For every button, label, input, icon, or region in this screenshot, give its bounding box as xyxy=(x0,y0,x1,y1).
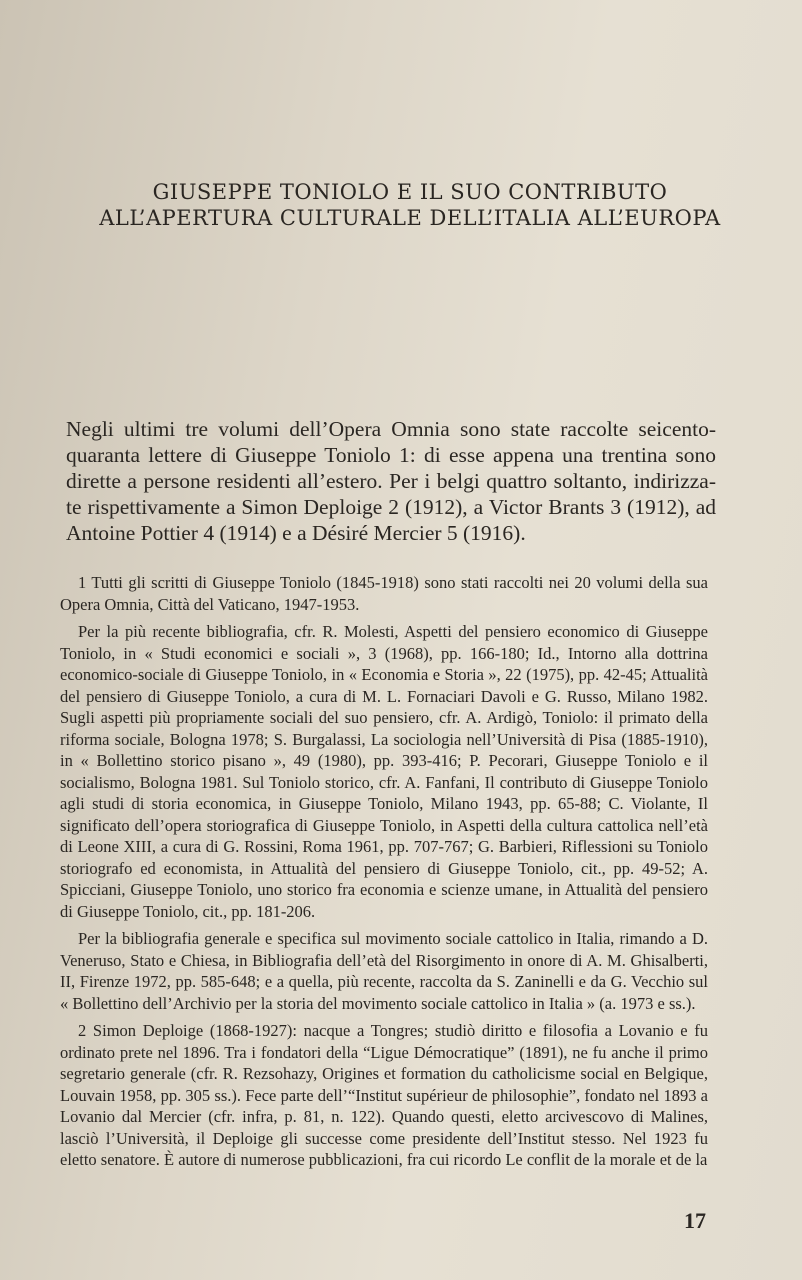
body-line: dirette a persone residenti all’estero. Per i belgi quattro soltanto, indirizza- xyxy=(66,469,716,493)
footnote-1-general: Per la bibliografia generale e specifica sul movimento sociale cattolico in Italia, rimando a D. Veneruso, Stato e Chiesa, in Bibliografia dell’età del Risorgimento in onore di A. M. Ghisalberti, II, Firenze 1972, pp. 585-648; e a quella, più recente, raccolta da S. Zaninelli e da G. Vecchio sul « Bollettino dell’Archivio per la storia del movimento sociale cattolico in Italia » (a. 1973 e ss.). xyxy=(60,929,708,1013)
page-number: 17 xyxy=(684,1208,706,1233)
title-line-1: GIUSEPPE TONIOLO E IL SUO CONTRIBUTO xyxy=(152,180,668,204)
body-line: Negli ultimi tre volumi dell’Opera Omnia sono state raccolte seicento- xyxy=(66,417,716,441)
body-line: te rispettivamente a Simon Deploige 2 (1912), a Victor Brants 3 (1912), ad xyxy=(66,495,716,519)
footnote-1: 1 Tutti gli scritti di Giuseppe Toniolo (1845-1918) sono stati raccolti nei 20 volumi della sua Opera Omnia, Città del Vaticano, 1947-1953. xyxy=(60,573,708,614)
footnotes xyxy=(60,572,708,1177)
title-line-2: ALL’APERTURA CULTURALE DELL’ITALIA ALL’EUROPA xyxy=(99,206,721,230)
body-line: Antoine Pottier 4 (1914) e a Désiré Mercier 5 (1916). xyxy=(66,521,526,545)
footnote-1-bibliography: Per la più recente bibliografia, cfr. R. Molesti, Aspetti del pensiero economico di Giuseppe Toniolo, in « Studi economici e sociali », 3 (1968), pp. 166-180; Id., Intorno alla dottrina economico-sociale di Giuseppe Toniolo, in « Economia e Storia », 22 (1975), pp. 42-45; Attualità del pensiero di Giuseppe Toniolo, a cura di M. L. Fornaciari Davoli e G. Russo, Milano 1982. Sugli aspetti più propriamente sociali del suo pensiero, cfr. A. Ardigò, Toniolo: il primato della riforma sociale, Bologna 1978; S. Burgalassi, La sociologia nell’Università di Pisa (1885-1910), in « Bollettino storico pisano », 49 (1980), pp. 393-416; P. Pecorari, Giuseppe Toniolo e il socialismo, Bologna 1981. Sul Toniolo storico, cfr. A. Fanfani, Il contributo di Giuseppe Toniolo agli studi di storia economica, in Giuseppe Toniolo, Milano 1943, pp. 65-88; C. Violante, Il significato dell’opera storiografica di Giuseppe Toniolo, in Aspetti della cultura cattolica nell’età di Leone XIII, a cura di G. Rossini, Roma 1961, pp. 707-767; G. Barbieri, Riflessioni su Toniolo storiografo ed economista, in Attualità del pensiero di Giuseppe Toniolo, cit., pp. 49-52; A. Spicciani, Giuseppe Toniolo, uno storico fra economia e scienze umane, in Attualità del pensiero di Giuseppe Toniolo, cit., pp. 181-206. xyxy=(60,622,708,921)
body-line: quaranta lettere di Giuseppe Toniolo 1: di esse appena una trentina sono xyxy=(66,443,716,467)
footnote-2: 2 Simon Deploige (1868-1927): nacque a Tongres; studiò diritto e filosofia a Lovanio e fu ordinato prete nel 1896. Tra i fondatori della “Ligue Démocratique” (1891), ne fu anche il primo segretario generale (cfr. R. Rezsohazy, Origines et formation du catholicisme social en Belgique, Louvain 1958, pp. 305 ss.). Fece parte dell’“Institut supérieur de philosophie”, fondato nel 1893 a Lovanio dal Mercier (cfr. infra, p. 81, n. 122). Quando questi, eletto arcivescovo di Malines, lasciò l’Università, il Deploige gli successe come presidente dell’Institut stesso. Nel 1923 fu eletto senatore. È autore di numerose pubblicazioni, fra cui ricordo Le conflit de la morale et de la xyxy=(60,1021,708,1169)
